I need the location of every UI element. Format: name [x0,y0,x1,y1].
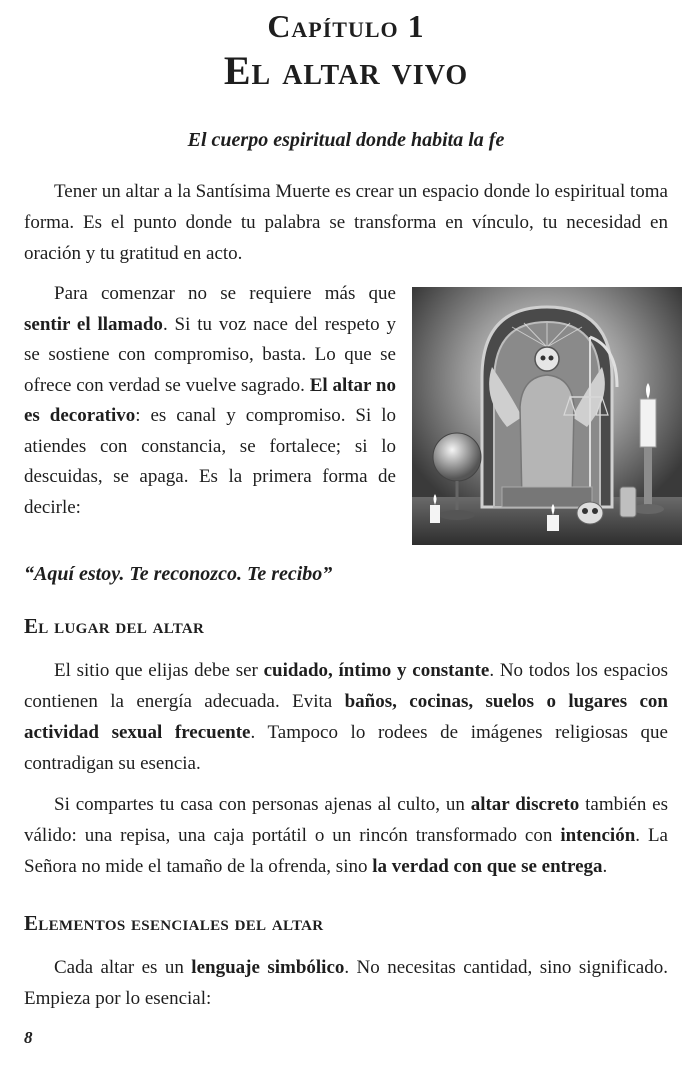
page-number: 8 [24,1028,33,1047]
bold-run: la verdad con que se entrega [372,856,603,877]
bold-run: sentir el llamado [24,313,163,335]
quote-line: “Aquí estoy. Te reconozco. Te recibo” [24,563,333,585]
bold-run: El altar no es decorativo [24,374,396,426]
text-run: : es canal y compromiso. Si lo atiendes con constancia, se fortalece; si lo descuidas, se apaga. Es la primera forma de decirle: [24,405,396,518]
bold-run: baños, cocinas, suelos o lugares con actividad sexual frecuente [24,691,668,743]
chapter-subtitle: El cuerpo espiritual donde habita la fe [187,129,505,151]
bold-run: cuidado, íntimo y constante [263,660,490,681]
text-run: también es válido: una repisa, una caja portátil o un rincón transformado con [24,794,669,846]
section-heading-lugar: El lugar del altar [24,614,205,638]
float-section [24,279,668,551]
bold-run: altar discreto [470,794,580,815]
text-run: Si compartes tu casa con personas ajenas al culto, un [54,794,471,815]
intro-paragraph: Tener un altar a la Santísima Muerte es crear un espacio donde lo espiritual toma forma. Es el punto donde tu palabra se transforma en vínculo, tu necesidad en oración y tu gratitud en acto. [24,181,668,264]
text-run: Cada altar es un [54,957,192,978]
text-run: . Si tu voz nace del respeto y se sostiene con compromiso, basta. Lo que se ofrece con verdad se vuelve sagrado. [24,313,396,396]
float-text [24,279,396,523]
chapter-title: El altar vivo [223,48,469,93]
lugar-paragraph-2 [24,789,668,882]
bold-run: lenguaje simbólico [191,957,345,978]
text-run: . [602,856,608,877]
text-run: El sitio que elijas debe ser [54,660,264,681]
elementos-paragraph-1 [24,952,668,1014]
bold-run: intención [560,825,636,846]
section-heading-elementos: Elementos esenciales del altar [24,911,324,935]
book-page [24,0,668,1014]
text-run: . Tampoco lo rodees de imágenes religiosas que contradigan su esencia. [24,722,668,774]
text-run: . No necesitas cantidad, sino significado. Empieza por lo esencial: [24,957,668,1009]
chapter-label: Capítulo 1 [267,8,425,44]
text-run: . No todos los espacios contienen la energía adecuada. Evita [24,660,668,712]
calling-paragraph [24,279,396,523]
santa-muerte-altar-image [412,287,682,545]
text-run: . La Señora no mide el tamaño de la ofrenda, sino [24,825,668,877]
text-run: Para comenzar no se requiere más que [54,283,396,304]
lugar-paragraph-1 [24,655,668,779]
